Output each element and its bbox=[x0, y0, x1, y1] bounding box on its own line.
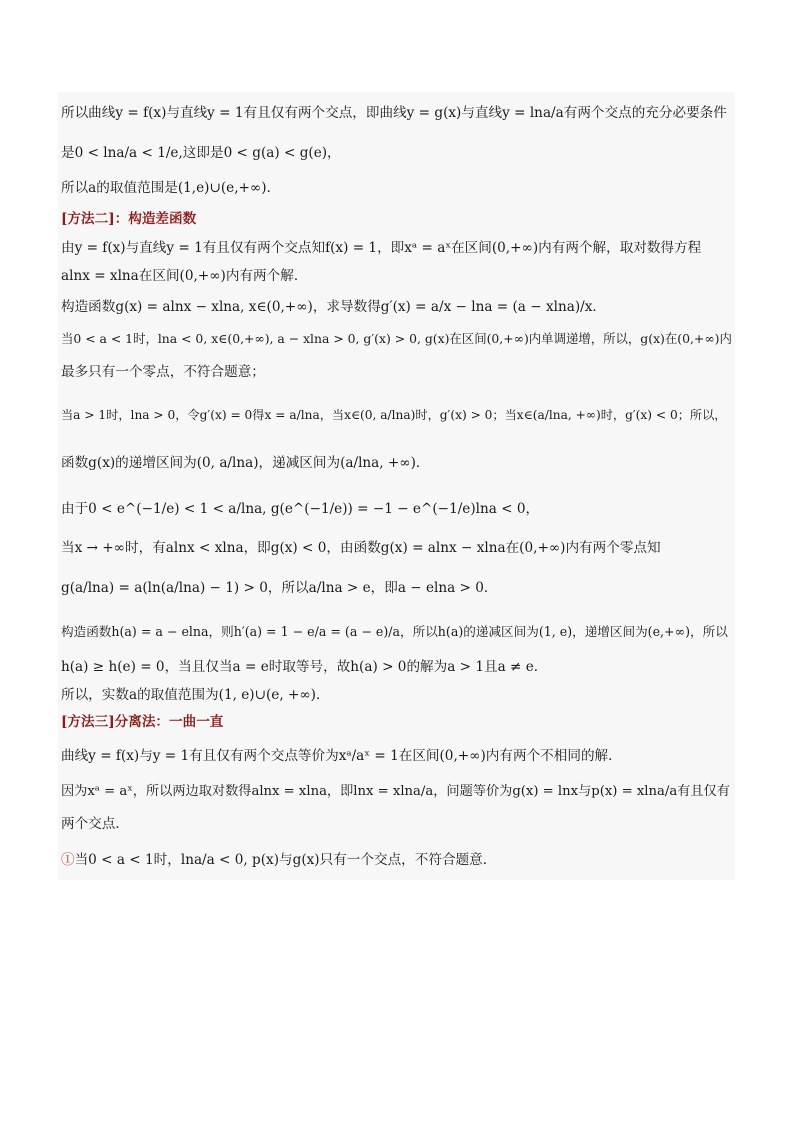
text-line bbox=[58, 612, 735, 652]
line-text: alnx = xlna在区间(0,+∞)内有两个解． bbox=[61, 268, 308, 284]
line-text: 当0 < a < 1时，lna < 0, x∈(0,+∞), a − xlna > 0, g′(x) > 0, g(x)在区间(0,+∞)内单调递增，所以，g(x)在(0,+∞)内 bbox=[61, 331, 732, 346]
line-text: [方法三]分离法：一曲一直 bbox=[61, 714, 224, 730]
text-line bbox=[58, 390, 735, 440]
text-line bbox=[58, 532, 735, 564]
line-text: 因为xᵃ = aˣ，所以两边取对数得alnx = xlna，即lnx = xlna/a，问题等价为g(x) = lnx与p(x) = xlna/a有且仅有 bbox=[61, 784, 730, 799]
text-line bbox=[58, 564, 735, 612]
line-text: 曲线y = f(x)与y = 1有且仅有两个交点等价为xᵃ/aˣ = 1在区间(0,+∞)内有两个不相同的解． bbox=[61, 748, 622, 764]
line-text-rest: 当0 < a < 1时，lna/a < 0, p(x)与g(x)只有一个交点，不符合题意． bbox=[74, 852, 497, 868]
line-text: 所以a的取值范围是(1,e)∪(e,+∞). bbox=[61, 180, 271, 196]
text-line bbox=[58, 840, 735, 880]
text-line bbox=[58, 324, 735, 354]
line-text: [方法二]：构造差函数 bbox=[61, 211, 197, 227]
text-line bbox=[58, 486, 735, 532]
text-line bbox=[58, 92, 735, 134]
line-text: 构造函数h(a) = a − elna，则h′(a) = 1 − e/a = (a − e)/a，所以h(a)的递减区间为(1, e)，递增区间为(e,+∞)，所以 bbox=[61, 624, 728, 639]
text-line bbox=[58, 440, 735, 486]
text-line bbox=[58, 682, 735, 708]
line-text: 由y = f(x)与直线y = 1有且仅有两个交点知f(x) = 1，即xᵃ = aˣ在区间(0,+∞)内有两个解，取对数得方程 bbox=[61, 240, 702, 256]
text-line bbox=[58, 652, 735, 682]
text-line bbox=[58, 354, 735, 390]
text-line bbox=[58, 134, 735, 172]
line-text: 当a > 1时，lna > 0，令g′(x) = 0得x = a/lna，当x∈(0, a/lna)时，g′(x) > 0；当x∈(a/lna, +∞)时，g′(x) < 0；所以， bbox=[61, 408, 727, 422]
circled-number-marker: ① bbox=[61, 852, 75, 868]
text-line bbox=[58, 736, 735, 776]
line-text bbox=[61, 851, 496, 869]
text-line bbox=[58, 234, 735, 262]
solution-content bbox=[58, 92, 735, 880]
section-heading bbox=[58, 708, 735, 736]
line-text: h(a) ≥ h(e) = 0，当且仅当a = e时取等号，故h(a) > 0的解为a > 1且a ≠ e． bbox=[61, 659, 548, 675]
line-text: 最多只有一个零点，不符合题意； bbox=[61, 364, 265, 380]
line-text: 当x → +∞时，有alnx < xlna，即g(x) < 0，由函数g(x) = alnx − xlna在(0,+∞)内有两个零点知 bbox=[61, 540, 661, 556]
text-line bbox=[58, 262, 735, 290]
line-text: 两个交点． bbox=[61, 816, 129, 832]
section-heading bbox=[58, 204, 735, 234]
line-text: 由于0 < e^(−1/e) < 1 < a/lna, g(e^(−1/e)) = −1 − e^(−1/e)lna < 0， bbox=[61, 501, 540, 517]
line-text: 所以，实数a的取值范围为(1, e)∪(e, +∞)． bbox=[61, 687, 330, 703]
line-text: 构造函数g(x) = alnx − xlna, x∈(0,+∞)，求导数得g′(x) = a/x − lna = (a − xlna)/x． bbox=[61, 299, 606, 315]
text-line bbox=[58, 290, 735, 324]
line-text: 是0 < lna/a < 1/e,这即是0 < g(a) < g(e)， bbox=[61, 145, 341, 161]
text-line bbox=[58, 172, 735, 204]
line-text: g(a/lna) = a(ln(a/lna) − 1) > 0，所以a/lna > e，即a − elna > 0． bbox=[61, 580, 498, 596]
text-line bbox=[58, 808, 735, 840]
line-text: 所以曲线y = f(x)与直线y = 1有且仅有两个交点，即曲线y = g(x)与直线y = lna/a有两个交点的充分必要条件 bbox=[61, 105, 727, 121]
line-text: 函数g(x)的递增区间为(0, a/lna)，递减区间为(a/lna, +∞)． bbox=[61, 455, 430, 471]
text-line bbox=[58, 776, 735, 808]
